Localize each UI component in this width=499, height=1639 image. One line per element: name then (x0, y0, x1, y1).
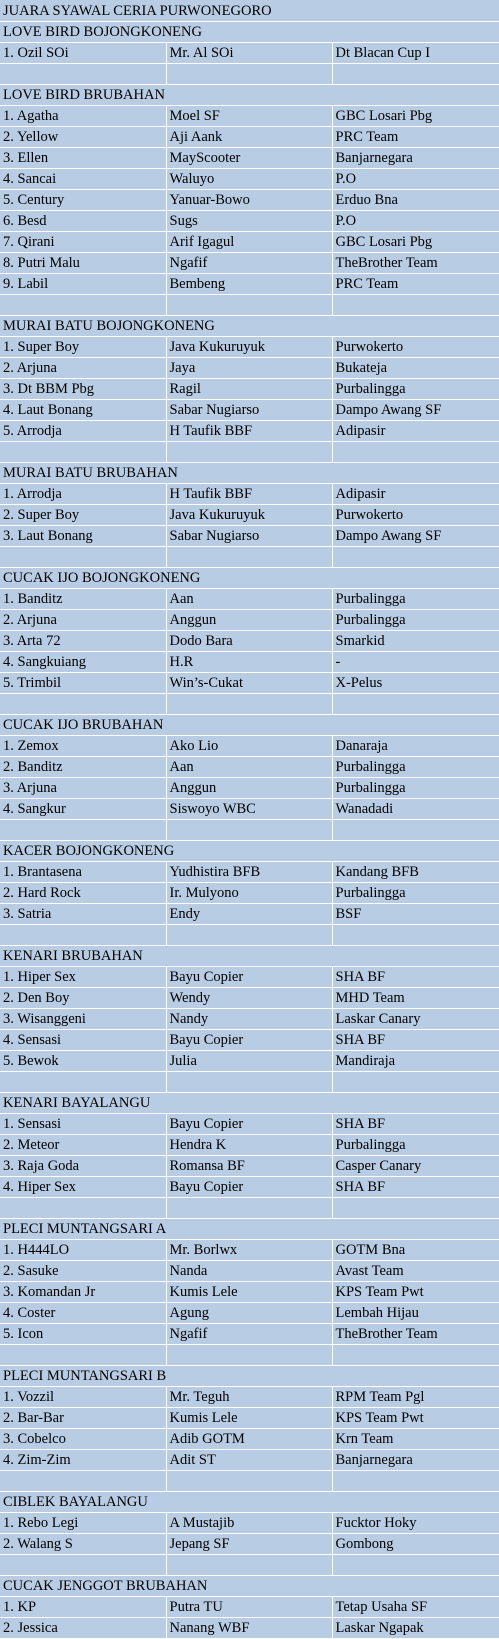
empty-cell[interactable] (0, 819, 166, 840)
team-cell[interactable]: Smarkid (332, 630, 499, 651)
empty-cell[interactable] (0, 1071, 166, 1092)
section-heading-row (0, 714, 499, 735)
table-row (0, 105, 499, 126)
table-row (0, 903, 499, 924)
bird-name-cell[interactable]: 1. Agatha (0, 105, 166, 126)
bird-name-cell[interactable]: 2. Meteor (0, 1134, 166, 1155)
bird-name-cell[interactable]: 1. Rebo Legi (0, 1512, 166, 1533)
section-heading[interactable]: CUCAK IJO BOJONGKONENG (0, 567, 499, 588)
table-row (0, 420, 499, 441)
bird-name-cell[interactable]: 1. Arrodja (0, 483, 166, 504)
owner-cell[interactable]: Ragil (166, 378, 332, 399)
team-cell[interactable]: Laskar Ngapak (332, 1617, 499, 1638)
team-cell[interactable]: Mandiraja (332, 1050, 499, 1071)
bird-name-cell[interactable]: 2. Banditz (0, 756, 166, 777)
bird-name-cell[interactable]: 3. Arjuna (0, 777, 166, 798)
table-row (0, 1008, 499, 1029)
section-heading[interactable]: LOVE BIRD BRUBAHAN (0, 84, 499, 105)
team-cell[interactable]: Avast Team (332, 1260, 499, 1281)
title-row (0, 0, 499, 21)
table-row (0, 1113, 499, 1134)
section-heading-row (0, 84, 499, 105)
section-heading[interactable]: MURAI BATU BOJONGKONENG (0, 315, 499, 336)
owner-cell[interactable]: Bayu Copier (166, 1176, 332, 1197)
section-heading-row (0, 1218, 499, 1239)
owner-cell[interactable]: Aan (166, 756, 332, 777)
table-row (0, 126, 499, 147)
table-row (0, 1323, 499, 1344)
owner-cell[interactable]: Anggun (166, 777, 332, 798)
bird-name-cell[interactable]: 1. Sensasi (0, 1113, 166, 1134)
team-cell[interactable]: Purbalingga (332, 756, 499, 777)
table-row (0, 1176, 499, 1197)
team-cell[interactable]: Banjarnegara (332, 147, 499, 168)
section-heading[interactable]: CIBLEK BAYALANGU (0, 1491, 499, 1512)
team-cell[interactable]: Bukateja (332, 357, 499, 378)
table-row (0, 987, 499, 1008)
table-row (0, 1596, 499, 1617)
bird-name-cell[interactable]: 4. Hiper Sex (0, 1176, 166, 1197)
table-row (0, 1533, 499, 1554)
bird-name-cell[interactable]: 5. Arrodja (0, 420, 166, 441)
team-cell[interactable]: Purbalingga (332, 378, 499, 399)
empty-cell[interactable] (0, 1344, 166, 1365)
empty-cell[interactable] (0, 1470, 166, 1491)
empty-cell[interactable] (332, 819, 499, 840)
table-row (0, 630, 499, 651)
owner-cell[interactable]: Julia (166, 1050, 332, 1071)
empty-cell[interactable] (166, 63, 332, 84)
table-row (0, 756, 499, 777)
owner-cell[interactable]: Java Kukuruyuk (166, 504, 332, 525)
team-cell[interactable]: PRC Team (332, 126, 499, 147)
table-row (0, 273, 499, 294)
bird-name-cell[interactable]: 1. H444LO (0, 1239, 166, 1260)
owner-cell[interactable]: Siswoyo WBC (166, 798, 332, 819)
empty-cell[interactable] (332, 693, 499, 714)
team-cell[interactable]: Purbalingga (332, 882, 499, 903)
empty-cell[interactable] (0, 924, 166, 945)
team-cell[interactable]: Fucktor Hoky (332, 1512, 499, 1533)
owner-cell[interactable]: H Taufik BBF (166, 483, 332, 504)
table-row (0, 1050, 499, 1071)
owner-cell[interactable]: Nanang WBF (166, 1617, 332, 1638)
empty-cell[interactable] (0, 1554, 166, 1575)
bird-name-cell[interactable]: 9. Labil (0, 273, 166, 294)
team-cell[interactable]: KPS Team Pwt (332, 1407, 499, 1428)
section-heading-row (0, 945, 499, 966)
bird-name-cell[interactable]: 4. Coster (0, 1302, 166, 1323)
table-row (0, 189, 499, 210)
table-row (0, 1386, 499, 1407)
bird-name-cell[interactable]: 2. Jessica (0, 1617, 166, 1638)
team-cell[interactable]: KPS Team Pwt (332, 1281, 499, 1302)
owner-cell[interactable]: H.R (166, 651, 332, 672)
table-row (0, 1449, 499, 1470)
empty-cell[interactable] (166, 1071, 332, 1092)
owner-cell[interactable]: Bayu Copier (166, 966, 332, 987)
team-cell[interactable]: TheBrother Team (332, 1323, 499, 1344)
table-row (0, 861, 499, 882)
bird-name-cell[interactable]: 4. Sensasi (0, 1029, 166, 1050)
team-cell[interactable]: Laskar Canary (332, 1008, 499, 1029)
table-row (0, 252, 499, 273)
bird-name-cell[interactable]: 3. Ellen (0, 147, 166, 168)
empty-cell[interactable] (332, 546, 499, 567)
empty-cell[interactable] (0, 441, 166, 462)
owner-cell[interactable]: Sabar Nugiarso (166, 525, 332, 546)
bird-name-cell[interactable]: 4. Sangkuiang (0, 651, 166, 672)
bird-name-cell[interactable]: 5. Icon (0, 1323, 166, 1344)
team-cell[interactable]: Kandang BFB (332, 861, 499, 882)
table-row (0, 504, 499, 525)
owner-cell[interactable]: Dodo Bara (166, 630, 332, 651)
table-row (0, 651, 499, 672)
team-cell[interactable]: P.O (332, 210, 499, 231)
bird-name-cell[interactable]: 2. Bar-Bar (0, 1407, 166, 1428)
owner-cell[interactable]: Endy (166, 903, 332, 924)
section-heading-row (0, 462, 499, 483)
team-cell[interactable]: SHA BF (332, 1113, 499, 1134)
empty-cell[interactable] (166, 819, 332, 840)
bird-name-cell[interactable]: 3. Cobelco (0, 1428, 166, 1449)
empty-row (0, 1470, 499, 1491)
owner-cell[interactable]: Adib GOTM (166, 1428, 332, 1449)
team-cell[interactable]: Purwokerto (332, 336, 499, 357)
sheet-title[interactable]: JUARA SYAWAL CERIA PURWONEGORO (0, 0, 499, 21)
table-row (0, 1407, 499, 1428)
section-heading[interactable]: PLECI MUNTANGSARI B (0, 1365, 499, 1386)
team-cell[interactable]: Casper Canary (332, 1155, 499, 1176)
empty-cell[interactable] (332, 294, 499, 315)
bird-name-cell[interactable]: 1. Super Boy (0, 336, 166, 357)
empty-cell[interactable] (0, 546, 166, 567)
section-heading[interactable]: KENARI BAYALANGU (0, 1092, 499, 1113)
owner-cell[interactable]: H Taufik BBF (166, 420, 332, 441)
table-row (0, 168, 499, 189)
owner-cell[interactable]: Moel SF (166, 105, 332, 126)
empty-row (0, 294, 499, 315)
owner-cell[interactable]: Yanuar-Bowo (166, 189, 332, 210)
empty-cell[interactable] (0, 63, 166, 84)
team-cell[interactable]: GOTM Bna (332, 1239, 499, 1260)
bird-name-cell[interactable]: 2. Yellow (0, 126, 166, 147)
empty-cell[interactable] (166, 441, 332, 462)
team-cell[interactable]: Dampo Awang SF (332, 525, 499, 546)
bird-name-cell[interactable]: 3. Komandan Jr (0, 1281, 166, 1302)
bird-name-cell[interactable]: 1. Vozzil (0, 1386, 166, 1407)
table-row (0, 1239, 499, 1260)
table-row (0, 399, 499, 420)
team-cell[interactable]: PRC Team (332, 273, 499, 294)
section-heading[interactable]: PLECI MUNTANGSARI A (0, 1218, 499, 1239)
team-cell[interactable]: GBC Losari Pbg (332, 105, 499, 126)
owner-cell[interactable]: Romansa BF (166, 1155, 332, 1176)
team-cell[interactable]: Purbalingga (332, 588, 499, 609)
empty-cell[interactable] (332, 1554, 499, 1575)
team-cell[interactable]: Purbalingga (332, 1134, 499, 1155)
table-row (0, 231, 499, 252)
owner-cell[interactable]: Ir. Mulyono (166, 882, 332, 903)
section-heading-row (0, 840, 499, 861)
table-row (0, 483, 499, 504)
owner-cell[interactable]: Mr. Borlwx (166, 1239, 332, 1260)
bird-name-cell[interactable]: 2. Hard Rock (0, 882, 166, 903)
owner-cell[interactable]: Ngafif (166, 1323, 332, 1344)
empty-cell[interactable] (332, 1470, 499, 1491)
empty-cell[interactable] (166, 1470, 332, 1491)
owner-cell[interactable]: Mr. Al SOi (166, 42, 332, 63)
owner-cell[interactable]: Arif Igagul (166, 231, 332, 252)
owner-cell[interactable]: Putra TU (166, 1596, 332, 1617)
table-row (0, 609, 499, 630)
empty-row (0, 693, 499, 714)
table-row (0, 336, 499, 357)
table-row (0, 588, 499, 609)
owner-cell[interactable]: A Mustajib (166, 1512, 332, 1533)
table-row (0, 1260, 499, 1281)
owner-cell[interactable]: Waluyo (166, 168, 332, 189)
empty-row (0, 924, 499, 945)
table-row (0, 1281, 499, 1302)
team-cell[interactable]: Krn Team (332, 1428, 499, 1449)
table-row (0, 357, 499, 378)
table-row (0, 1428, 499, 1449)
owner-cell[interactable]: Bayu Copier (166, 1113, 332, 1134)
team-cell[interactable]: Lembah Hijau (332, 1302, 499, 1323)
team-cell[interactable]: X-Pelus (332, 672, 499, 693)
bird-name-cell[interactable]: 3. Laut Bonang (0, 525, 166, 546)
empty-cell[interactable] (332, 63, 499, 84)
team-cell[interactable]: Danaraja (332, 735, 499, 756)
owner-cell[interactable]: Java Kukuruyuk (166, 336, 332, 357)
team-cell[interactable]: TheBrother Team (332, 252, 499, 273)
bird-name-cell[interactable]: 1. Ozil SOi (0, 42, 166, 63)
bird-name-cell[interactable]: 6. Besd (0, 210, 166, 231)
team-cell[interactable]: Gombong (332, 1533, 499, 1554)
team-cell[interactable]: SHA BF (332, 1029, 499, 1050)
empty-row (0, 546, 499, 567)
table-row (0, 1134, 499, 1155)
table-row (0, 966, 499, 987)
empty-cell[interactable] (166, 1344, 332, 1365)
table-row (0, 1512, 499, 1533)
section-heading-row (0, 315, 499, 336)
owner-cell[interactable]: Bembeng (166, 273, 332, 294)
table-row (0, 525, 499, 546)
bird-name-cell[interactable]: 2. Walang S (0, 1533, 166, 1554)
team-cell[interactable]: SHA BF (332, 966, 499, 987)
bird-name-cell[interactable]: 4. Laut Bonang (0, 399, 166, 420)
bird-name-cell[interactable]: 1. Brantasena (0, 861, 166, 882)
table-row (0, 1155, 499, 1176)
team-cell[interactable]: Purbalingga (332, 777, 499, 798)
bird-name-cell[interactable]: 7. Qirani (0, 231, 166, 252)
owner-cell[interactable]: Sabar Nugiarso (166, 399, 332, 420)
owner-cell[interactable]: Nandy (166, 1008, 332, 1029)
empty-cell[interactable] (166, 1197, 332, 1218)
owner-cell[interactable]: Kumis Lele (166, 1281, 332, 1302)
empty-cell[interactable] (0, 1197, 166, 1218)
bird-name-cell[interactable]: 1. KP (0, 1596, 166, 1617)
section-heading-row (0, 21, 499, 42)
owner-cell[interactable]: Hendra K (166, 1134, 332, 1155)
table-row (0, 798, 499, 819)
team-cell[interactable]: Erduo Bna (332, 189, 499, 210)
empty-row (0, 1071, 499, 1092)
table-row (0, 777, 499, 798)
empty-cell[interactable] (332, 441, 499, 462)
team-cell[interactable]: Wanadadi (332, 798, 499, 819)
owner-cell[interactable]: Ngafif (166, 252, 332, 273)
empty-cell[interactable] (166, 924, 332, 945)
team-cell[interactable]: MHD Team (332, 987, 499, 1008)
table-row (0, 735, 499, 756)
bird-name-cell[interactable]: 3. Dt BBM Pbg (0, 378, 166, 399)
owner-cell[interactable]: Aji Aank (166, 126, 332, 147)
owner-cell[interactable]: Wendy (166, 987, 332, 1008)
empty-row (0, 1344, 499, 1365)
table-row (0, 882, 499, 903)
owner-cell[interactable]: Sugs (166, 210, 332, 231)
bird-name-cell[interactable]: 4. Sancai (0, 168, 166, 189)
owner-cell[interactable]: Jepang SF (166, 1533, 332, 1554)
section-heading-row (0, 1575, 499, 1596)
team-cell[interactable]: Banjarnegara (332, 1449, 499, 1470)
empty-row (0, 1197, 499, 1218)
team-cell[interactable]: - (332, 651, 499, 672)
table-row (0, 1302, 499, 1323)
empty-cell[interactable] (166, 294, 332, 315)
bird-name-cell[interactable]: 5. Trimbil (0, 672, 166, 693)
bird-name-cell[interactable]: 1. Banditz (0, 588, 166, 609)
empty-cell[interactable] (166, 546, 332, 567)
bird-name-cell[interactable]: 4. Sangkur (0, 798, 166, 819)
owner-cell[interactable]: Mr. Teguh (166, 1386, 332, 1407)
empty-cell[interactable] (0, 294, 166, 315)
bird-name-cell[interactable]: 2. Arjuna (0, 357, 166, 378)
section-heading[interactable]: CUCAK IJO BRUBAHAN (0, 714, 499, 735)
section-heading-row (0, 1491, 499, 1512)
team-cell[interactable]: Dt Blacan Cup I (332, 42, 499, 63)
empty-cell[interactable] (332, 924, 499, 945)
empty-cell[interactable] (332, 1344, 499, 1365)
empty-cell[interactable] (166, 693, 332, 714)
owner-cell[interactable]: Aan (166, 588, 332, 609)
owner-cell[interactable]: Ako Lio (166, 735, 332, 756)
owner-cell[interactable]: Kumis Lele (166, 1407, 332, 1428)
section-heading-row (0, 567, 499, 588)
bird-name-cell[interactable]: 5. Century (0, 189, 166, 210)
owner-cell[interactable]: Adit ST (166, 1449, 332, 1470)
owner-cell[interactable]: Nanda (166, 1260, 332, 1281)
section-heading-row (0, 1365, 499, 1386)
team-cell[interactable]: P.O (332, 168, 499, 189)
team-cell[interactable]: Adipasir (332, 420, 499, 441)
owner-cell[interactable]: Anggun (166, 609, 332, 630)
empty-row (0, 441, 499, 462)
bird-name-cell[interactable]: 1. Zemox (0, 735, 166, 756)
team-cell[interactable]: RPM Team Pgl (332, 1386, 499, 1407)
team-cell[interactable]: Purwokerto (332, 504, 499, 525)
empty-row (0, 63, 499, 84)
owner-cell[interactable]: Win’s-Cukat (166, 672, 332, 693)
table-row (0, 672, 499, 693)
bird-name-cell[interactable]: 2. Sasuke (0, 1260, 166, 1281)
section-heading[interactable]: KACER BOJONGKONENG (0, 840, 499, 861)
owner-cell[interactable]: Yudhistira BFB (166, 861, 332, 882)
bird-name-cell[interactable]: 4. Zim-Zim (0, 1449, 166, 1470)
bird-name-cell[interactable]: 3. Wisanggeni (0, 1008, 166, 1029)
bird-name-cell[interactable]: 3. Satria (0, 903, 166, 924)
section-heading[interactable]: MURAI BATU BRUBAHAN (0, 462, 499, 483)
table-row (0, 1617, 499, 1638)
table-row (0, 42, 499, 63)
table-row (0, 378, 499, 399)
empty-cell[interactable] (0, 693, 166, 714)
bird-name-cell[interactable]: 3. Raja Goda (0, 1155, 166, 1176)
team-cell[interactable]: Purbalingga (332, 609, 499, 630)
team-cell[interactable]: BSF (332, 903, 499, 924)
section-heading-row (0, 1092, 499, 1113)
empty-cell[interactable] (166, 1554, 332, 1575)
empty-row (0, 1554, 499, 1575)
section-heading[interactable]: CUCAK JENGGOT BRUBAHAN (0, 1575, 499, 1596)
owner-cell[interactable]: Bayu Copier (166, 1029, 332, 1050)
team-cell[interactable]: SHA BF (332, 1176, 499, 1197)
empty-row (0, 819, 499, 840)
bird-name-cell[interactable]: 8. Putri Malu (0, 252, 166, 273)
owner-cell[interactable]: Agung (166, 1302, 332, 1323)
team-cell[interactable]: GBC Losari Pbg (332, 231, 499, 252)
section-heading[interactable]: LOVE BIRD BOJONGKONENG (0, 21, 499, 42)
team-cell[interactable]: Dampo Awang SF (332, 399, 499, 420)
table-row (0, 210, 499, 231)
bird-name-cell[interactable]: 5. Bewok (0, 1050, 166, 1071)
bird-name-cell[interactable]: 2. Den Boy (0, 987, 166, 1008)
team-cell[interactable]: Tetap Usaha SF (332, 1596, 499, 1617)
empty-cell[interactable] (332, 1071, 499, 1092)
table-row (0, 147, 499, 168)
owner-cell[interactable]: Jaya (166, 357, 332, 378)
empty-cell[interactable] (332, 1197, 499, 1218)
owner-cell[interactable]: MayScooter (166, 147, 332, 168)
table-row (0, 1029, 499, 1050)
bird-name-cell[interactable]: 2. Arjuna (0, 609, 166, 630)
bird-name-cell[interactable]: 2. Super Boy (0, 504, 166, 525)
team-cell[interactable]: Adipasir (332, 483, 499, 504)
bird-name-cell[interactable]: 3. Arta 72 (0, 630, 166, 651)
bird-name-cell[interactable]: 1. Hiper Sex (0, 966, 166, 987)
section-heading[interactable]: KENARI BRUBAHAN (0, 945, 499, 966)
